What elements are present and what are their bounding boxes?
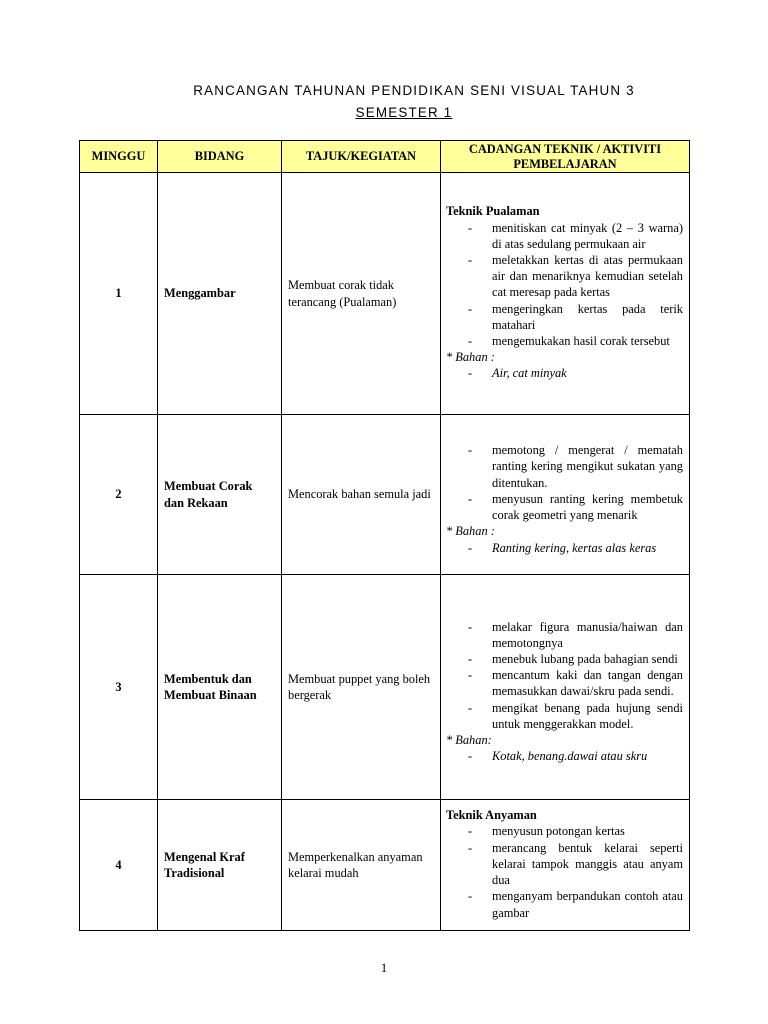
activity-text: melakar figura manusia/haiwan dan memotongnya [492, 619, 683, 650]
header-aktiviti: CADANGAN TEKNIK / AKTIVITI PEMBELAJARAN [441, 141, 690, 173]
activity-text: mengeringkan kertas pada terik matahari [492, 301, 683, 332]
dash-marker: - [468, 619, 473, 634]
dash-marker: - [468, 443, 473, 458]
material-item [446, 748, 683, 764]
activity-list [446, 220, 683, 350]
topic-activity: Membuat puppet yang boleh bergerak [282, 575, 441, 800]
table-row [80, 575, 690, 800]
table-header-row [80, 141, 690, 173]
week-number: 4 [80, 800, 158, 931]
dash-marker: - [468, 252, 473, 267]
material-text: Air, cat minyak [492, 366, 567, 381]
activity-item [446, 667, 683, 699]
dash-marker: - [468, 749, 473, 764]
activity-item [446, 491, 683, 523]
dash-marker: - [468, 366, 473, 381]
material-item [446, 540, 683, 556]
page-number: 1 [380, 960, 388, 975]
activity-text: menebuk lubang pada bahagian sendi [492, 651, 678, 666]
activity-item [446, 220, 683, 252]
header-minggu: MINGGU [80, 141, 158, 173]
activity-item [446, 651, 683, 667]
document-subtitle-wrap [0, 104, 768, 121]
activity-text: menyusun potongan kertas [492, 824, 625, 839]
material-text: Kotak, benang.dawai atau skru [492, 749, 648, 764]
activity-text: menganyam berpandukan contoh atau gambar [492, 889, 683, 920]
field-name: Membentuk dan Membuat Binaan [158, 575, 282, 800]
activity-item [446, 619, 683, 651]
materials-list [446, 748, 683, 764]
dash-marker: - [468, 889, 473, 904]
header-bidang: BIDANG [158, 141, 282, 173]
dash-marker: - [468, 700, 473, 715]
technique-heading: Teknik Anyaman [446, 808, 537, 823]
dash-marker: - [468, 220, 473, 235]
activity-text: memotong / mengerat / mematah ranting kering mengikut sukatan yang ditentukan. [492, 443, 683, 490]
table-row [80, 415, 690, 575]
activity-list [446, 823, 683, 920]
activity-text: mencantum kaki dan tangan dengan memasukkan dawai/skru pada sendi. [492, 668, 683, 699]
activity-item [446, 823, 683, 839]
activity-list [446, 619, 683, 732]
materials-list [446, 365, 683, 381]
materials-label: * Bahan : [446, 350, 495, 365]
dash-marker: - [468, 651, 473, 666]
material-item [446, 365, 683, 381]
activity-item [446, 301, 683, 333]
activity-list [446, 442, 683, 523]
table-row [80, 800, 690, 931]
activity-item [446, 700, 683, 732]
dash-marker: - [468, 540, 473, 555]
week-number: 2 [80, 415, 158, 575]
learning-activities [441, 415, 690, 575]
activity-item [446, 888, 683, 920]
learning-activities [441, 173, 690, 415]
technique-heading: Teknik Pualaman [446, 204, 540, 219]
table-row [80, 173, 690, 415]
materials-list [446, 540, 683, 556]
materials-label: * Bahan: [446, 733, 492, 747]
materials-label: * Bahan : [446, 524, 495, 539]
annual-plan-table [79, 140, 690, 931]
activity-item [446, 442, 683, 491]
dash-marker: - [468, 824, 473, 839]
activity-item [446, 840, 683, 889]
learning-activities [441, 800, 690, 931]
field-name: Mengenal Kraf Tradisional [158, 800, 282, 931]
activity-item [446, 252, 683, 301]
week-number: 1 [80, 173, 158, 415]
activity-text: menitiskan cat minyak (2 – 3 warna) di atas sedulang permukaan air [492, 220, 683, 251]
material-text: Ranting kering, kertas alas keras [492, 540, 657, 555]
dash-marker: - [468, 491, 473, 506]
dash-marker: - [468, 840, 473, 855]
topic-activity: Memperkenalkan anyaman kelarai mudah [282, 800, 441, 931]
field-name: Membuat Corak dan Rekaan [158, 415, 282, 575]
field-name: Menggambar [158, 173, 282, 415]
document-title: RANCANGAN TAHUNAN PENDIDIKAN SENI VISUAL TAHUN 3 [193, 83, 635, 98]
activity-text: mengikat benang pada hujung sendi untuk menggerakkan model. [492, 700, 683, 731]
week-number: 3 [80, 575, 158, 800]
activity-text: merancang bentuk kelarai seperti kelarai tampok manggis atau anyam dua [492, 840, 683, 888]
dash-marker: - [468, 334, 473, 348]
activity-text: meletakkan kertas di atas permukaan air dan menariknya kemudian setelah cat meresap pada kertas [492, 252, 683, 300]
document-subtitle: SEMESTER 1 [355, 105, 453, 120]
topic-activity: Mencorak bahan semula jadi [282, 415, 441, 575]
learning-activities [441, 575, 690, 800]
header-tajuk: TAJUK/KEGIATAN [282, 141, 441, 173]
activity-text: mengemukakan hasil corak tersebut [492, 334, 670, 348]
table-body [80, 173, 690, 931]
topic-activity: Membuat corak tidak terancang (Pualaman) [282, 173, 441, 415]
dash-marker: - [468, 301, 473, 316]
activity-text: menyusun ranting kering membetuk corak geometri yang menarik [492, 491, 683, 523]
dash-marker: - [468, 668, 473, 683]
activity-item [446, 333, 683, 349]
